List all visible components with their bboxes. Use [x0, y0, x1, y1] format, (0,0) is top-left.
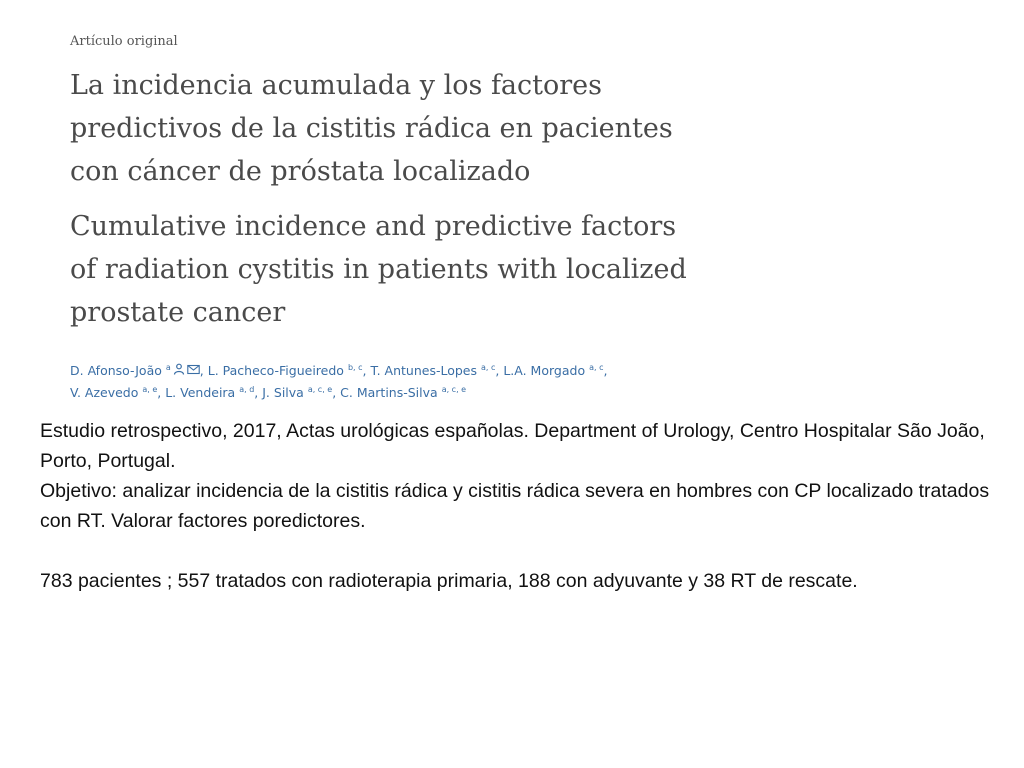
person-icon[interactable] [173, 360, 185, 382]
author-name[interactable]: T. Antunes-Lopes [370, 363, 478, 378]
author-affiliation: a, d [239, 384, 255, 394]
author-affiliation: a, e [142, 384, 158, 394]
author[interactable] [165, 385, 254, 400]
author-affiliation: a [165, 362, 171, 372]
author[interactable] [503, 363, 603, 378]
author-affiliation: a, c [481, 362, 496, 372]
author-name[interactable]: L. Vendeira [165, 385, 236, 400]
author-affiliation: a, c, e [441, 384, 467, 394]
author-name[interactable]: L.A. Morgado [503, 363, 586, 378]
author-separator: , [362, 363, 371, 378]
author-separator: , [603, 363, 608, 378]
objective-paragraph: Objetivo: analizar incidencia de la cistitis rádica y cistitis rádica severa en hombres con CP localizado tratados con RT. Valorar factores poredictores. [40, 480, 990, 532]
author[interactable] [208, 363, 363, 378]
author[interactable] [70, 385, 157, 400]
author-separator: , [495, 363, 504, 378]
author[interactable] [340, 385, 466, 400]
author[interactable] [70, 363, 200, 378]
title-english: Cumulative incidence and predictive factors of radiation cystitis in patients with localized prostate cancer [70, 211, 687, 328]
article-type-label: Artículo original [70, 34, 178, 49]
study-info-paragraph: Estudio retrospectivo, 2017, Actas urológicas españolas. Department of Urology, Centro Hospitalar São João, Porto, Portugal. [40, 420, 985, 472]
author-separator: , [157, 385, 166, 400]
author-affiliation: b, c [347, 362, 363, 372]
title-spanish: La incidencia acumulada y los factores predictivos de la cistitis rádica en pacientes con cáncer de próstata localizado [70, 70, 673, 187]
summary-text [40, 416, 990, 596]
patients-paragraph: 783 pacientes ; 557 tratados con radioterapia primaria, 188 con adyuvante y 38 RT de rescate. [40, 570, 858, 592]
article-header [70, 34, 710, 404]
author-affiliation: a, c [589, 362, 604, 372]
author-affiliation: a, c, e [307, 384, 333, 394]
author-name[interactable]: D. Afonso-João [70, 363, 162, 378]
author-separator: , [199, 363, 208, 378]
author-name[interactable]: J. Silva [262, 385, 304, 400]
author-list [70, 360, 690, 404]
author-separator: , [254, 385, 263, 400]
author-name[interactable]: V. Azevedo [70, 385, 139, 400]
author-name[interactable]: C. Martins-Silva [340, 385, 438, 400]
author-name[interactable]: L. Pacheco-Figueiredo [207, 363, 344, 378]
author-separator: , [332, 385, 341, 400]
author[interactable] [262, 385, 332, 400]
author[interactable] [370, 363, 495, 378]
envelope-icon[interactable] [187, 360, 200, 382]
